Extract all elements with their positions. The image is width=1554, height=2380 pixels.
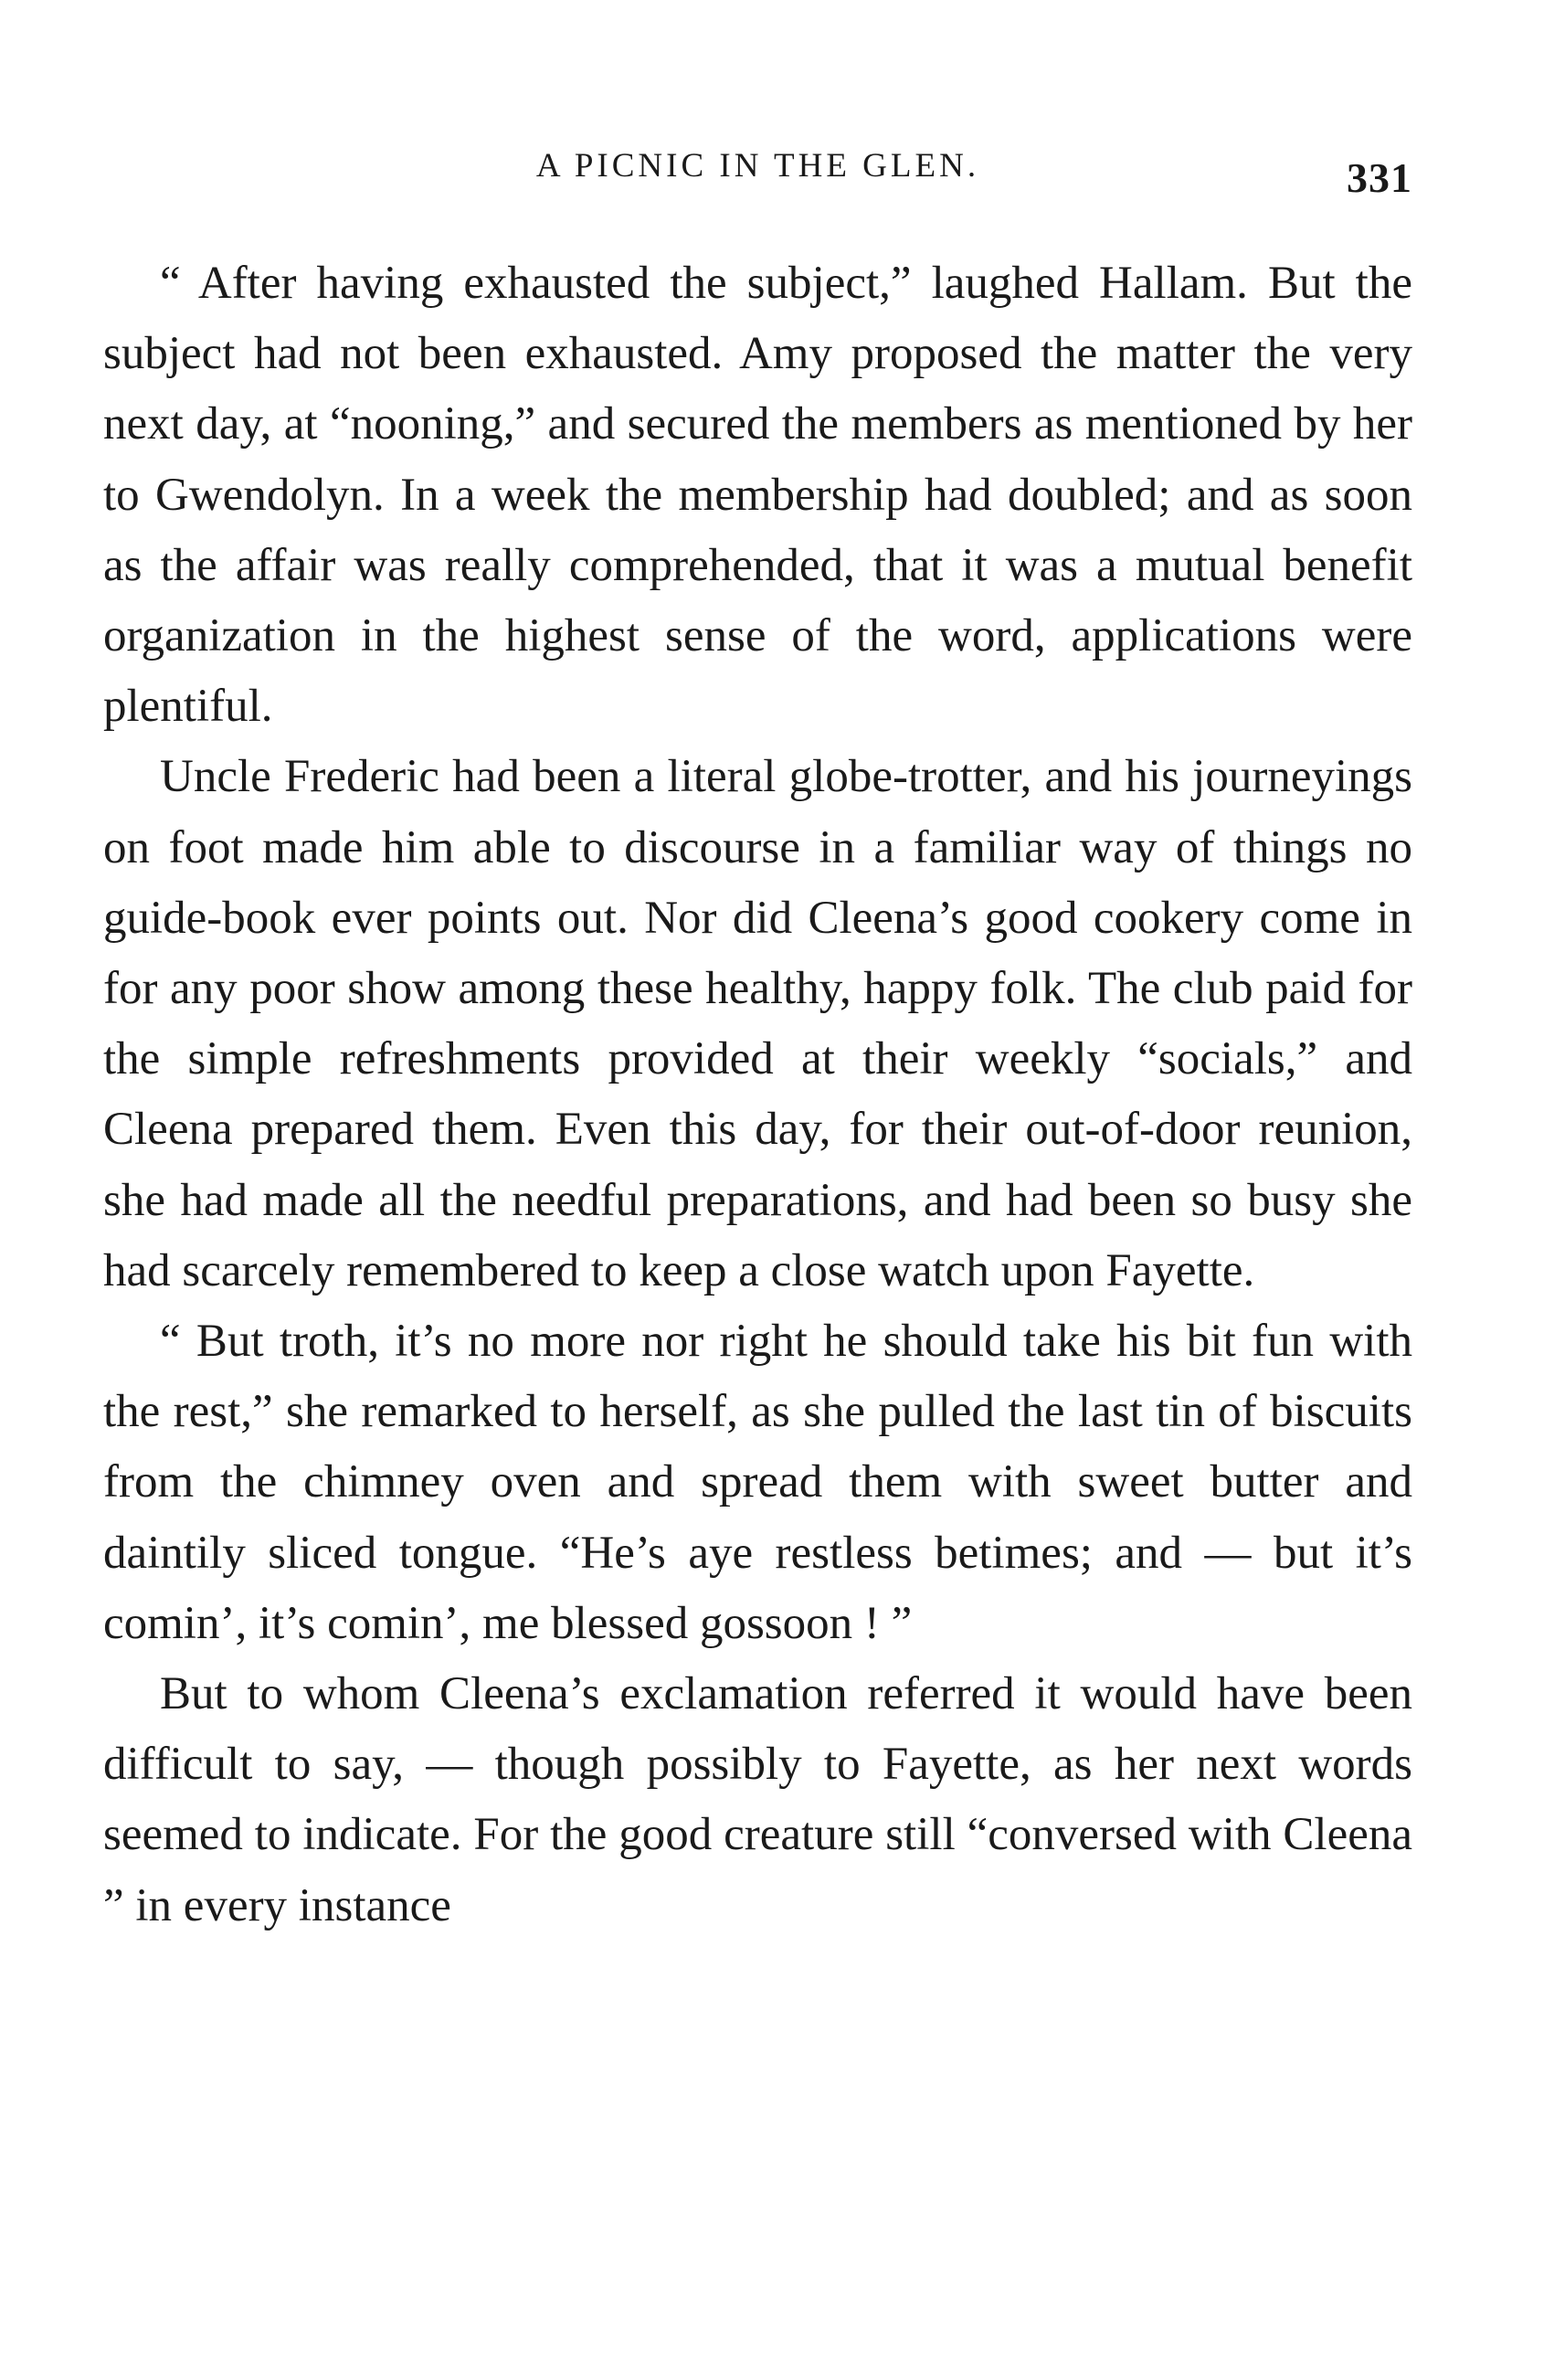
paragraph: But to whom Cleena’s exclamation referred it would have been difficult to say, — though possibly to Fayette, as her next words seemed to indicate. For the good creature still “conversed with Cleena ” in every instance — [103, 1668, 1412, 1931]
body-text — [103, 249, 1412, 1941]
page-number: 331 — [1347, 154, 1412, 201]
running-title: A PICNIC IN THE GLEN. — [535, 147, 980, 185]
paragraph: “ But troth, it’s no more nor right he should take his bit fun with the rest,” she remarked to herself, as she pulled the last tin of biscuits from the chimney oven and spread them with sweet butter and daintily sliced tongue. “He’s aye restless betimes; and — but it’s comin’, it’s comin’, me blessed gossoon ! ” — [103, 1316, 1412, 1649]
paragraph: “ After having exhausted the subject,” laughed Hallam. But the subject had not been exhausted. Amy proposed the matter the very next day, at “nooning,” and secured the members as mentioned by her to Gwendolyn. In a week the membership had doubled; and as soon as the affair was really comprehended, that it was a mutual benefit organization in the highest sense of the word, applications were plentiful. — [103, 258, 1412, 733]
paragraph: Uncle Frederic had been a literal globe-trotter, and his journeyings on foot made him able to discourse in a familiar way of things no guide-book ever points out. Nor did Cleena’s good cookery come in for any poor show among these healthy, happy folk. The club paid for the simple refreshments provided at their weekly “socials,” and Cleena prepared them. Even this day, for their out-of-door reunion, she had made all the needful preparations, and had been so busy she had scarcely remembered to keep a close watch upon Fayette. — [103, 751, 1412, 1296]
running-head — [103, 137, 1412, 201]
